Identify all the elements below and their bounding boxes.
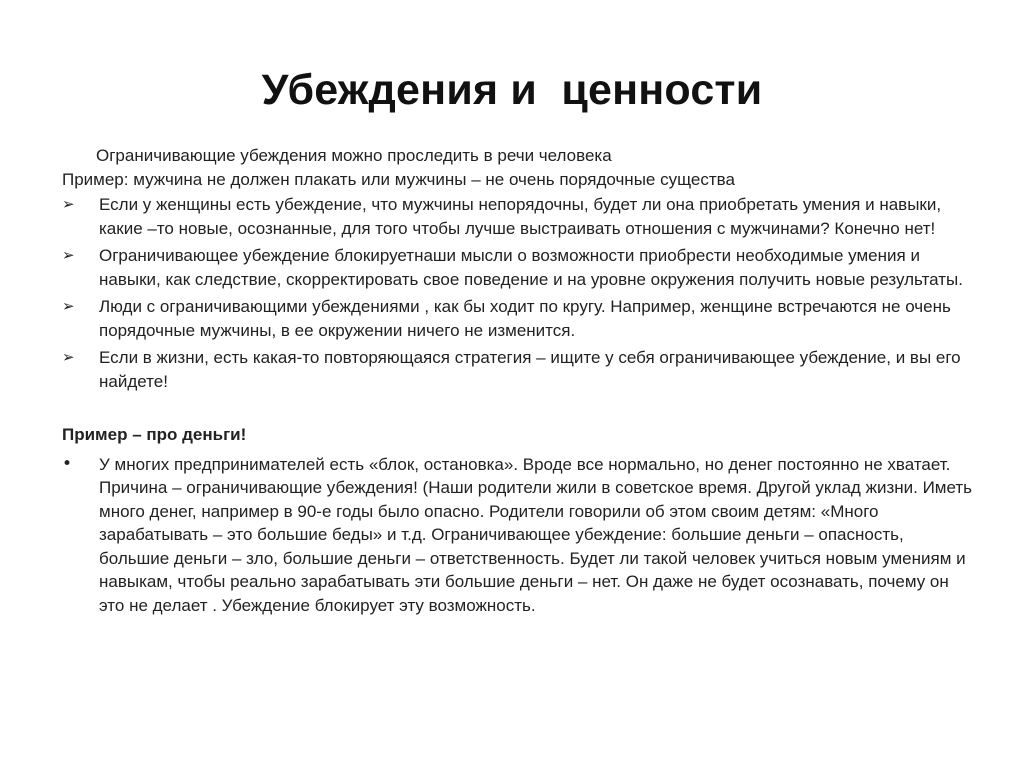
arrow-bullet-icon: ➢ [62, 195, 75, 213]
list-item-text: Если у женщины есть убеждение, что мужчины непорядочны, будет ли она приобретать умения и навыки, какие –то новые, осознанные, для того чтобы лучше выстраивать отношения с мужчинами? Конечно нет! [99, 195, 942, 238]
list-item [62, 346, 972, 393]
list-item-text: Ограничивающее убеждение блокируетнаши мысли о возможности приобрести необходимые умения и навыки, как следствие, скорректировать свое поведение и на уровне окружения получить новые результаты. [99, 246, 963, 289]
money-example-text: У многих предпринимателей есть «блок, остановка». Вроде все нормально, но денег постоянно не хватает. Причина – ограничивающие убеждения! (Наши родители жили в советское время. Другой уклад жизни. Иметь много денег, например в 90-е годы было опасно. Родители говорили об этом своим детям: «Много зарабатывать – это большие беды» и т.д. Ограничивающее убеждение: большие деньги – опасность, большие деньги – зло, большие деньги – ответственность. Будет ли такой человек учиться новым умениям и навыкам, чтобы реально зарабатывать эти большие деньги – нет. Он даже не будет осознавать, почему он это не делает . Убеждение блокирует эту возможность. [99, 454, 973, 615]
arrow-bullet-icon: ➢ [62, 348, 75, 366]
list-item-text: Люди с ограничивающими убеждениями , как бы ходит по кругу. Например, женщине встречаются не очень порядочные мужчины, в ее окружении ничего не изменится. [99, 297, 951, 340]
list-item-text: Если в жизни, есть какая-то повторяющаяся стратегия – ищите у себя ограничивающее убеждение, и вы его найдете! [99, 348, 961, 391]
list-item [62, 193, 972, 240]
example-text: Пример: мужчина не должен плакать или мужчины – не очень порядочные существа [62, 169, 735, 189]
intro-text: Ограничивающие убеждения можно проследить в речи человека [96, 146, 612, 165]
arrow-bullet-list [62, 193, 972, 393]
list-item [62, 244, 972, 291]
slide-title: Убеждения и ценности [261, 66, 763, 114]
slide-content [62, 144, 972, 617]
list-item [62, 295, 972, 342]
arrow-bullet-icon: ➢ [62, 246, 75, 264]
list-item [62, 453, 972, 618]
dot-bullet-icon: • [62, 453, 73, 474]
dot-bullet-list [62, 453, 972, 618]
money-example-heading: Пример – про деньги! [62, 425, 247, 444]
arrow-bullet-icon: ➢ [62, 297, 75, 315]
